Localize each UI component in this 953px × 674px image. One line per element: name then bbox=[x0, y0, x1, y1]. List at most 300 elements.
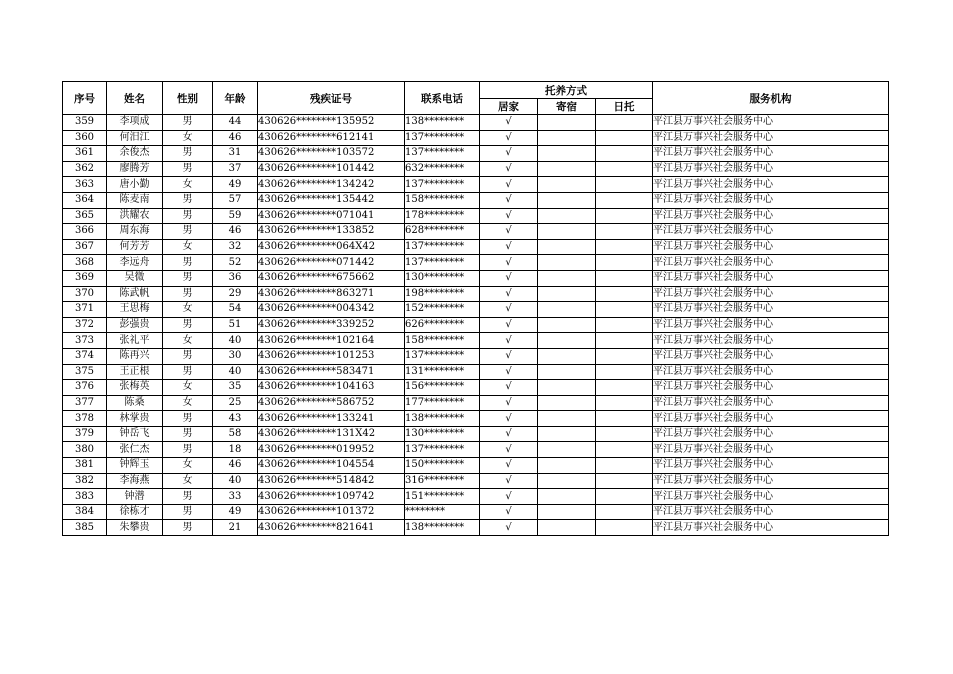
cell-gender: 男 bbox=[163, 520, 213, 536]
cell-daycare bbox=[596, 348, 653, 364]
cell-age: 31 bbox=[213, 146, 258, 162]
table-row bbox=[63, 520, 889, 536]
table-row bbox=[63, 317, 889, 333]
cell-daycare bbox=[596, 255, 653, 271]
cell-boarding bbox=[538, 239, 596, 255]
cell-boarding bbox=[538, 333, 596, 349]
cell-boarding bbox=[538, 161, 596, 177]
cell-name: 李海燕 bbox=[107, 473, 163, 489]
cell-gender: 女 bbox=[163, 302, 213, 318]
cell-daycare bbox=[596, 286, 653, 302]
cell-disability-id: 430626********004342 bbox=[258, 302, 405, 318]
cell-institution: 平江县万事兴社会服务中心 bbox=[653, 208, 889, 224]
cell-daycare bbox=[596, 364, 653, 380]
cell-age: 51 bbox=[213, 317, 258, 333]
cell-seq: 381 bbox=[63, 458, 107, 474]
cell-boarding bbox=[538, 255, 596, 271]
cell-phone: 158******** bbox=[405, 192, 480, 208]
cell-daycare bbox=[596, 146, 653, 162]
cell-daycare bbox=[596, 270, 653, 286]
cell-home-check: √ bbox=[480, 426, 538, 442]
cell-seq: 371 bbox=[63, 302, 107, 318]
cell-name: 王正根 bbox=[107, 364, 163, 380]
cell-seq: 359 bbox=[63, 115, 107, 131]
table-row bbox=[63, 286, 889, 302]
cell-disability-id: 430626********064X42 bbox=[258, 239, 405, 255]
cell-gender: 男 bbox=[163, 348, 213, 364]
cell-boarding bbox=[538, 270, 596, 286]
cell-gender: 男 bbox=[163, 270, 213, 286]
table-row bbox=[63, 208, 889, 224]
cell-age: 33 bbox=[213, 489, 258, 505]
cell-home-check: √ bbox=[480, 192, 538, 208]
cell-age: 30 bbox=[213, 348, 258, 364]
cell-disability-id: 430626********514842 bbox=[258, 473, 405, 489]
cell-age: 25 bbox=[213, 395, 258, 411]
cell-gender: 男 bbox=[163, 489, 213, 505]
cell-disability-id: 430626********612141 bbox=[258, 130, 405, 146]
cell-name: 彭强贵 bbox=[107, 317, 163, 333]
cell-boarding bbox=[538, 458, 596, 474]
cell-phone: 316******** bbox=[405, 473, 480, 489]
cell-name: 陈桑 bbox=[107, 395, 163, 411]
cell-gender: 男 bbox=[163, 115, 213, 131]
cell-institution: 平江县万事兴社会服务中心 bbox=[653, 411, 889, 427]
cell-disability-id: 430626********821641 bbox=[258, 520, 405, 536]
cell-phone: 137******** bbox=[405, 348, 480, 364]
cell-institution: 平江县万事兴社会服务中心 bbox=[653, 115, 889, 131]
cell-seq: 379 bbox=[63, 426, 107, 442]
cell-institution: 平江县万事兴社会服务中心 bbox=[653, 426, 889, 442]
cell-seq: 376 bbox=[63, 380, 107, 396]
cell-age: 46 bbox=[213, 458, 258, 474]
cell-home-check: √ bbox=[480, 333, 538, 349]
cell-home-check: √ bbox=[480, 208, 538, 224]
cell-name: 钟岳飞 bbox=[107, 426, 163, 442]
cell-institution: 平江县万事兴社会服务中心 bbox=[653, 364, 889, 380]
cell-name: 张梅英 bbox=[107, 380, 163, 396]
cell-daycare bbox=[596, 458, 653, 474]
cell-disability-id: 430626********104163 bbox=[258, 380, 405, 396]
cell-home-check: √ bbox=[480, 239, 538, 255]
cell-home-check: √ bbox=[480, 286, 538, 302]
cell-institution: 平江县万事兴社会服务中心 bbox=[653, 255, 889, 271]
cell-boarding bbox=[538, 489, 596, 505]
cell-boarding bbox=[538, 426, 596, 442]
cell-home-check: √ bbox=[480, 348, 538, 364]
cell-gender: 女 bbox=[163, 177, 213, 193]
cell-home-check: √ bbox=[480, 411, 538, 427]
cell-home-check: √ bbox=[480, 146, 538, 162]
header-phone: 联系电话 bbox=[405, 82, 480, 115]
cell-disability-id: 430626********583471 bbox=[258, 364, 405, 380]
cell-disability-id: 430626********134242 bbox=[258, 177, 405, 193]
cell-institution: 平江县万事兴社会服务中心 bbox=[653, 286, 889, 302]
cell-boarding bbox=[538, 504, 596, 520]
cell-institution: 平江县万事兴社会服务中心 bbox=[653, 146, 889, 162]
cell-home-check: √ bbox=[480, 504, 538, 520]
table-row bbox=[63, 130, 889, 146]
cell-daycare bbox=[596, 192, 653, 208]
cell-home-check: √ bbox=[480, 115, 538, 131]
cell-home-check: √ bbox=[480, 364, 538, 380]
cell-gender: 女 bbox=[163, 239, 213, 255]
table-row bbox=[63, 177, 889, 193]
cell-name: 朱攀贵 bbox=[107, 520, 163, 536]
cell-institution: 平江县万事兴社会服务中心 bbox=[653, 458, 889, 474]
table-body bbox=[63, 115, 889, 536]
cell-gender: 男 bbox=[163, 192, 213, 208]
cell-gender: 男 bbox=[163, 208, 213, 224]
cell-daycare bbox=[596, 473, 653, 489]
cell-boarding bbox=[538, 130, 596, 146]
header-age: 年龄 bbox=[213, 82, 258, 115]
cell-phone: ******** bbox=[405, 504, 480, 520]
cell-institution: 平江县万事兴社会服务中心 bbox=[653, 224, 889, 240]
cell-seq: 360 bbox=[63, 130, 107, 146]
cell-disability-id: 430626********133241 bbox=[258, 411, 405, 427]
table-row bbox=[63, 161, 889, 177]
cell-disability-id: 430626********101253 bbox=[258, 348, 405, 364]
cell-phone: 137******** bbox=[405, 255, 480, 271]
cell-name: 陈再兴 bbox=[107, 348, 163, 364]
table-row bbox=[63, 255, 889, 271]
table-row bbox=[63, 239, 889, 255]
cell-seq: 385 bbox=[63, 520, 107, 536]
cell-gender: 男 bbox=[163, 146, 213, 162]
cell-seq: 378 bbox=[63, 411, 107, 427]
header-disability-id: 残疾证号 bbox=[258, 82, 405, 115]
cell-institution: 平江县万事兴社会服务中心 bbox=[653, 317, 889, 333]
cell-institution: 平江县万事兴社会服务中心 bbox=[653, 380, 889, 396]
cell-institution: 平江县万事兴社会服务中心 bbox=[653, 130, 889, 146]
cell-name: 吴微 bbox=[107, 270, 163, 286]
cell-seq: 373 bbox=[63, 333, 107, 349]
cell-boarding bbox=[538, 115, 596, 131]
cell-seq: 362 bbox=[63, 161, 107, 177]
cell-institution: 平江县万事兴社会服务中心 bbox=[653, 442, 889, 458]
cell-name: 王思梅 bbox=[107, 302, 163, 318]
cell-boarding bbox=[538, 520, 596, 536]
header-daycare: 日托 bbox=[596, 99, 653, 115]
cell-disability-id: 430626********101442 bbox=[258, 161, 405, 177]
cell-boarding bbox=[538, 192, 596, 208]
cell-seq: 364 bbox=[63, 192, 107, 208]
cell-name: 何芳芳 bbox=[107, 239, 163, 255]
cell-seq: 365 bbox=[63, 208, 107, 224]
cell-name: 林掌贵 bbox=[107, 411, 163, 427]
cell-phone: 130******** bbox=[405, 270, 480, 286]
cell-gender: 男 bbox=[163, 504, 213, 520]
cell-home-check: √ bbox=[480, 130, 538, 146]
cell-daycare bbox=[596, 161, 653, 177]
cell-daycare bbox=[596, 208, 653, 224]
cell-institution: 平江县万事兴社会服务中心 bbox=[653, 489, 889, 505]
cell-age: 49 bbox=[213, 504, 258, 520]
cell-phone: 130******** bbox=[405, 426, 480, 442]
cell-phone: 626******** bbox=[405, 317, 480, 333]
cell-home-check: √ bbox=[480, 380, 538, 396]
cell-daycare bbox=[596, 504, 653, 520]
table-row bbox=[63, 411, 889, 427]
cell-name: 陈武帆 bbox=[107, 286, 163, 302]
cell-age: 49 bbox=[213, 177, 258, 193]
cell-boarding bbox=[538, 208, 596, 224]
cell-disability-id: 430626********675662 bbox=[258, 270, 405, 286]
cell-phone: 178******** bbox=[405, 208, 480, 224]
cell-daycare bbox=[596, 426, 653, 442]
table-row bbox=[63, 473, 889, 489]
table-row bbox=[63, 333, 889, 349]
table-row bbox=[63, 380, 889, 396]
cell-home-check: √ bbox=[480, 224, 538, 240]
cell-boarding bbox=[538, 224, 596, 240]
cell-age: 40 bbox=[213, 473, 258, 489]
cell-phone: 628******** bbox=[405, 224, 480, 240]
cell-seq: 377 bbox=[63, 395, 107, 411]
cell-seq: 368 bbox=[63, 255, 107, 271]
cell-gender: 女 bbox=[163, 395, 213, 411]
cell-daycare bbox=[596, 395, 653, 411]
cell-seq: 374 bbox=[63, 348, 107, 364]
cell-age: 46 bbox=[213, 224, 258, 240]
cell-seq: 383 bbox=[63, 489, 107, 505]
cell-disability-id: 430626********131X42 bbox=[258, 426, 405, 442]
cell-phone: 138******** bbox=[405, 520, 480, 536]
cell-phone: 632******** bbox=[405, 161, 480, 177]
cell-phone: 150******** bbox=[405, 458, 480, 474]
cell-disability-id: 430626********109742 bbox=[258, 489, 405, 505]
cell-daycare bbox=[596, 224, 653, 240]
cell-institution: 平江县万事兴社会服务中心 bbox=[653, 192, 889, 208]
cell-gender: 男 bbox=[163, 317, 213, 333]
cell-name: 钟辉玉 bbox=[107, 458, 163, 474]
cell-phone: 177******** bbox=[405, 395, 480, 411]
cell-daycare bbox=[596, 380, 653, 396]
cell-gender: 女 bbox=[163, 130, 213, 146]
cell-phone: 137******** bbox=[405, 130, 480, 146]
cell-age: 21 bbox=[213, 520, 258, 536]
cell-boarding bbox=[538, 177, 596, 193]
cell-institution: 平江县万事兴社会服务中心 bbox=[653, 177, 889, 193]
cell-daycare bbox=[596, 520, 653, 536]
cell-home-check: √ bbox=[480, 302, 538, 318]
cell-seq: 382 bbox=[63, 473, 107, 489]
cell-home-check: √ bbox=[480, 270, 538, 286]
cell-name: 张礼平 bbox=[107, 333, 163, 349]
cell-phone: 131******** bbox=[405, 364, 480, 380]
cell-home-check: √ bbox=[480, 177, 538, 193]
cell-name: 余俊杰 bbox=[107, 146, 163, 162]
cell-boarding bbox=[538, 442, 596, 458]
cell-daycare bbox=[596, 115, 653, 131]
cell-disability-id: 430626********103572 bbox=[258, 146, 405, 162]
cell-seq: 380 bbox=[63, 442, 107, 458]
cell-daycare bbox=[596, 333, 653, 349]
cell-age: 40 bbox=[213, 364, 258, 380]
cell-seq: 384 bbox=[63, 504, 107, 520]
cell-disability-id: 430626********135952 bbox=[258, 115, 405, 131]
cell-disability-id: 430626********102164 bbox=[258, 333, 405, 349]
cell-gender: 女 bbox=[163, 458, 213, 474]
cell-daycare bbox=[596, 442, 653, 458]
cell-phone: 156******** bbox=[405, 380, 480, 396]
cell-disability-id: 430626********586752 bbox=[258, 395, 405, 411]
cell-boarding bbox=[538, 411, 596, 427]
cell-home-check: √ bbox=[480, 520, 538, 536]
cell-home-check: √ bbox=[480, 317, 538, 333]
cell-daycare bbox=[596, 177, 653, 193]
cell-institution: 平江县万事兴社会服务中心 bbox=[653, 302, 889, 318]
cell-age: 59 bbox=[213, 208, 258, 224]
cell-gender: 男 bbox=[163, 442, 213, 458]
cell-home-check: √ bbox=[480, 489, 538, 505]
cell-disability-id: 430626********863271 bbox=[258, 286, 405, 302]
table-row bbox=[63, 489, 889, 505]
cell-age: 52 bbox=[213, 255, 258, 271]
cell-age: 29 bbox=[213, 286, 258, 302]
cell-age: 44 bbox=[213, 115, 258, 131]
header-boarding: 寄宿 bbox=[538, 99, 596, 115]
cell-age: 32 bbox=[213, 239, 258, 255]
cell-name: 廖腾芳 bbox=[107, 161, 163, 177]
cell-age: 58 bbox=[213, 426, 258, 442]
cell-gender: 男 bbox=[163, 426, 213, 442]
cell-age: 36 bbox=[213, 270, 258, 286]
cell-disability-id: 430626********019952 bbox=[258, 442, 405, 458]
cell-daycare bbox=[596, 411, 653, 427]
header-gender: 性别 bbox=[163, 82, 213, 115]
cell-gender: 女 bbox=[163, 473, 213, 489]
cell-phone: 138******** bbox=[405, 411, 480, 427]
cell-institution: 平江县万事兴社会服务中心 bbox=[653, 395, 889, 411]
cell-disability-id: 430626********104554 bbox=[258, 458, 405, 474]
cell-home-check: √ bbox=[480, 161, 538, 177]
cell-gender: 男 bbox=[163, 255, 213, 271]
cell-boarding bbox=[538, 473, 596, 489]
cell-seq: 367 bbox=[63, 239, 107, 255]
cell-age: 54 bbox=[213, 302, 258, 318]
cell-disability-id: 430626********071442 bbox=[258, 255, 405, 271]
cell-gender: 男 bbox=[163, 411, 213, 427]
cell-name: 唐小勤 bbox=[107, 177, 163, 193]
cell-institution: 平江县万事兴社会服务中心 bbox=[653, 270, 889, 286]
cell-institution: 平江县万事兴社会服务中心 bbox=[653, 504, 889, 520]
cell-disability-id: 430626********133852 bbox=[258, 224, 405, 240]
header-name: 姓名 bbox=[107, 82, 163, 115]
cell-boarding bbox=[538, 395, 596, 411]
cell-boarding bbox=[538, 302, 596, 318]
table-row bbox=[63, 426, 889, 442]
cell-seq: 366 bbox=[63, 224, 107, 240]
cell-home-check: √ bbox=[480, 442, 538, 458]
cell-disability-id: 430626********135442 bbox=[258, 192, 405, 208]
cell-phone: 158******** bbox=[405, 333, 480, 349]
table-row bbox=[63, 115, 889, 131]
cell-phone: 151******** bbox=[405, 489, 480, 505]
cell-gender: 男 bbox=[163, 224, 213, 240]
cell-phone: 138******** bbox=[405, 115, 480, 131]
cell-name: 李远舟 bbox=[107, 255, 163, 271]
cell-phone: 152******** bbox=[405, 302, 480, 318]
cell-boarding bbox=[538, 348, 596, 364]
cell-phone: 137******** bbox=[405, 442, 480, 458]
cell-age: 35 bbox=[213, 380, 258, 396]
table-row bbox=[63, 442, 889, 458]
cell-name: 钟潜 bbox=[107, 489, 163, 505]
cell-age: 37 bbox=[213, 161, 258, 177]
header-seq: 序号 bbox=[63, 82, 107, 115]
cell-daycare bbox=[596, 489, 653, 505]
cell-seq: 361 bbox=[63, 146, 107, 162]
cell-institution: 平江县万事兴社会服务中心 bbox=[653, 348, 889, 364]
cell-institution: 平江县万事兴社会服务中心 bbox=[653, 333, 889, 349]
cell-phone: 137******** bbox=[405, 146, 480, 162]
cell-age: 18 bbox=[213, 442, 258, 458]
cell-home-check: √ bbox=[480, 395, 538, 411]
cell-institution: 平江县万事兴社会服务中心 bbox=[653, 473, 889, 489]
cell-name: 周东海 bbox=[107, 224, 163, 240]
cell-phone: 198******** bbox=[405, 286, 480, 302]
cell-daycare bbox=[596, 239, 653, 255]
table-row bbox=[63, 504, 889, 520]
cell-phone: 137******** bbox=[405, 177, 480, 193]
header-home: 居家 bbox=[480, 99, 538, 115]
table-row bbox=[63, 146, 889, 162]
header-care-mode: 托养方式 bbox=[480, 82, 653, 99]
cell-institution: 平江县万事兴社会服务中心 bbox=[653, 161, 889, 177]
cell-boarding bbox=[538, 317, 596, 333]
table-row bbox=[63, 348, 889, 364]
cell-gender: 男 bbox=[163, 364, 213, 380]
cell-boarding bbox=[538, 364, 596, 380]
cell-boarding bbox=[538, 380, 596, 396]
cell-name: 洪耀农 bbox=[107, 208, 163, 224]
cell-daycare bbox=[596, 302, 653, 318]
cell-daycare bbox=[596, 317, 653, 333]
cell-name: 陈麦南 bbox=[107, 192, 163, 208]
cell-name: 张仁杰 bbox=[107, 442, 163, 458]
table-row bbox=[63, 458, 889, 474]
table-row bbox=[63, 192, 889, 208]
cell-seq: 363 bbox=[63, 177, 107, 193]
cell-institution: 平江县万事兴社会服务中心 bbox=[653, 239, 889, 255]
table-row bbox=[63, 270, 889, 286]
cell-daycare bbox=[596, 130, 653, 146]
cell-institution: 平江县万事兴社会服务中心 bbox=[653, 520, 889, 536]
cell-phone: 137******** bbox=[405, 239, 480, 255]
cell-age: 43 bbox=[213, 411, 258, 427]
cell-home-check: √ bbox=[480, 458, 538, 474]
cell-gender: 女 bbox=[163, 333, 213, 349]
disability-care-table bbox=[62, 81, 889, 536]
cell-name: 李项成 bbox=[107, 115, 163, 131]
cell-gender: 男 bbox=[163, 161, 213, 177]
cell-seq: 370 bbox=[63, 286, 107, 302]
cell-home-check: √ bbox=[480, 473, 538, 489]
cell-gender: 男 bbox=[163, 286, 213, 302]
cell-boarding bbox=[538, 286, 596, 302]
cell-age: 40 bbox=[213, 333, 258, 349]
cell-gender: 女 bbox=[163, 380, 213, 396]
cell-disability-id: 430626********071041 bbox=[258, 208, 405, 224]
table-row bbox=[63, 224, 889, 240]
cell-seq: 369 bbox=[63, 270, 107, 286]
table-row bbox=[63, 364, 889, 380]
cell-boarding bbox=[538, 146, 596, 162]
cell-home-check: √ bbox=[480, 255, 538, 271]
table-row bbox=[63, 302, 889, 318]
